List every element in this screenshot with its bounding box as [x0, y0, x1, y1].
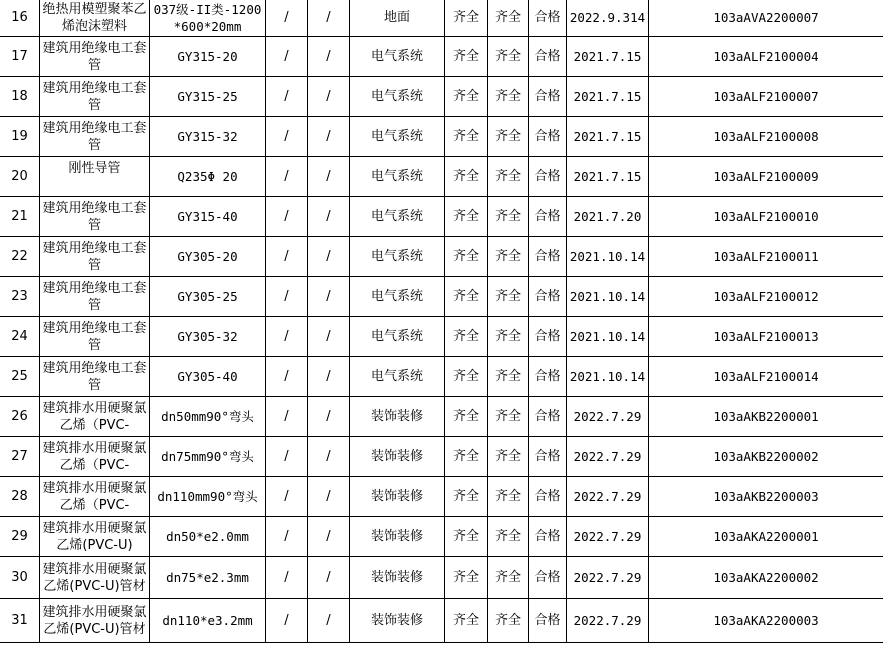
- slash-cell: /: [308, 477, 350, 517]
- slash-cell: /: [266, 397, 308, 437]
- row-number-cell: 19: [0, 117, 40, 157]
- date-cell: 2022.7.29: [567, 477, 649, 517]
- slash-cell: /: [308, 37, 350, 77]
- document-complete-cell: 齐全: [445, 277, 488, 317]
- document-complete-cell: 齐全: [445, 557, 488, 599]
- table-row: [0, 477, 883, 517]
- specification-cell: GY315-32: [150, 117, 266, 157]
- slash-cell: /: [308, 317, 350, 357]
- material-name-text: 建筑用绝缘电工套管: [42, 120, 147, 153]
- material-name-cell: [40, 477, 150, 517]
- slash-cell: /: [308, 397, 350, 437]
- document-complete-cell: 齐全: [445, 157, 488, 197]
- usage-location-cell: 装饰装修: [350, 557, 445, 599]
- table-row: [0, 237, 883, 277]
- specification-cell: dn50*e2.0mm: [150, 517, 266, 557]
- material-name-text: 建筑用绝缘电工套管: [42, 80, 147, 113]
- material-name-text: 建筑排水用硬聚氯乙烯(PVC-U)管材: [42, 604, 147, 637]
- usage-location-cell: 装饰装修: [350, 477, 445, 517]
- row-number-cell: 17: [0, 37, 40, 77]
- usage-location-cell: 装饰装修: [350, 397, 445, 437]
- certificate-complete-cell: 齐全: [488, 557, 529, 599]
- row-number-cell: 26: [0, 397, 40, 437]
- usage-location-cell: 电气系统: [350, 317, 445, 357]
- specification-cell: dn50mm90°弯头: [150, 397, 266, 437]
- slash-cell: /: [266, 37, 308, 77]
- document-complete-cell: 齐全: [445, 197, 488, 237]
- report-code-cell: 103aALF2100004: [649, 37, 883, 77]
- material-name-cell: [40, 237, 150, 277]
- slash-cell: /: [308, 0, 350, 37]
- row-number-cell: 29: [0, 517, 40, 557]
- certificate-complete-cell: 齐全: [488, 197, 529, 237]
- document-complete-cell: 齐全: [445, 237, 488, 277]
- slash-cell: /: [308, 517, 350, 557]
- result-cell: 合格: [529, 237, 567, 277]
- document-complete-cell: 齐全: [445, 77, 488, 117]
- row-number-cell: 20: [0, 157, 40, 197]
- material-name-cell: [40, 557, 150, 599]
- table-row: [0, 397, 883, 437]
- slash-cell: /: [308, 237, 350, 277]
- slash-cell: /: [266, 157, 308, 197]
- material-name-text: 绝热用模塑聚苯乙烯泡沫塑料: [42, 1, 147, 34]
- usage-location-cell: 装饰装修: [350, 437, 445, 477]
- slash-cell: /: [308, 77, 350, 117]
- material-name-text: 建筑排水用硬聚氯乙烯（PVC-: [42, 400, 147, 433]
- specification-cell: Q235Φ 20: [150, 157, 266, 197]
- certificate-complete-cell: 齐全: [488, 517, 529, 557]
- slash-cell: /: [266, 357, 308, 397]
- slash-cell: /: [266, 437, 308, 477]
- usage-location-cell: 电气系统: [350, 37, 445, 77]
- specification-cell: GY315-25: [150, 77, 266, 117]
- certificate-complete-cell: 齐全: [488, 357, 529, 397]
- row-number-cell: 30: [0, 557, 40, 599]
- material-name-cell: [40, 397, 150, 437]
- certificate-complete-cell: 齐全: [488, 397, 529, 437]
- document-complete-cell: 齐全: [445, 477, 488, 517]
- date-cell: 2021.7.15: [567, 77, 649, 117]
- date-cell: 2022.7.29: [567, 397, 649, 437]
- table-row: [0, 599, 883, 643]
- report-code-cell: 103aAVA2200007: [649, 0, 883, 37]
- table-row: [0, 437, 883, 477]
- document-complete-cell: 齐全: [445, 317, 488, 357]
- usage-location-cell: 电气系统: [350, 237, 445, 277]
- material-name-cell: [40, 37, 150, 77]
- material-name-cell: [40, 117, 150, 157]
- material-name-cell: [40, 317, 150, 357]
- material-name-cell: [40, 437, 150, 477]
- result-cell: 合格: [529, 599, 567, 643]
- document-complete-cell: 齐全: [445, 397, 488, 437]
- slash-cell: /: [308, 117, 350, 157]
- result-cell: 合格: [529, 197, 567, 237]
- usage-location-cell: 电气系统: [350, 277, 445, 317]
- table-row: [0, 517, 883, 557]
- material-name-text: 建筑用绝缘电工套管: [42, 280, 147, 313]
- specification-cell: dn110*e3.2mm: [150, 599, 266, 643]
- date-cell: 2021.10.14: [567, 237, 649, 277]
- report-code-cell: 103aAKB2200001: [649, 397, 883, 437]
- specification-cell: GY305-40: [150, 357, 266, 397]
- result-cell: 合格: [529, 517, 567, 557]
- report-code-cell: 103aALF2100009: [649, 157, 883, 197]
- date-cell: 2021.7.15: [567, 157, 649, 197]
- material-name-cell: [40, 157, 150, 197]
- report-code-cell: 103aALF2100011: [649, 237, 883, 277]
- specification-cell: GY305-25: [150, 277, 266, 317]
- report-code-cell: 103aAKA2200001: [649, 517, 883, 557]
- certificate-complete-cell: 齐全: [488, 157, 529, 197]
- slash-cell: /: [266, 0, 308, 37]
- slash-cell: /: [308, 277, 350, 317]
- date-cell: 2022.7.29: [567, 599, 649, 643]
- specification-cell: GY315-20: [150, 37, 266, 77]
- slash-cell: /: [308, 599, 350, 643]
- material-name-cell: [40, 197, 150, 237]
- report-code-cell: 103aALF2100012: [649, 277, 883, 317]
- material-name-text: 建筑用绝缘电工套管: [42, 320, 147, 353]
- row-number-cell: 21: [0, 197, 40, 237]
- date-cell: 2022.7.29: [567, 517, 649, 557]
- result-cell: 合格: [529, 277, 567, 317]
- material-name-cell: [40, 517, 150, 557]
- slash-cell: /: [308, 197, 350, 237]
- date-cell: 2021.10.14: [567, 317, 649, 357]
- row-number-cell: 22: [0, 237, 40, 277]
- certificate-complete-cell: 齐全: [488, 37, 529, 77]
- row-number-cell: 27: [0, 437, 40, 477]
- result-cell: 合格: [529, 117, 567, 157]
- material-name-cell: [40, 0, 150, 37]
- document-complete-cell: 齐全: [445, 37, 488, 77]
- result-cell: 合格: [529, 477, 567, 517]
- certificate-complete-cell: 齐全: [488, 599, 529, 643]
- document-complete-cell: 齐全: [445, 599, 488, 643]
- material-name-text: 建筑用绝缘电工套管: [42, 360, 147, 393]
- slash-cell: /: [266, 77, 308, 117]
- row-number-cell: 28: [0, 477, 40, 517]
- date-cell: 2021.7.20: [567, 197, 649, 237]
- slash-cell: /: [308, 157, 350, 197]
- material-name-cell: [40, 77, 150, 117]
- date-cell: 2021.10.14: [567, 277, 649, 317]
- certificate-complete-cell: 齐全: [488, 0, 529, 37]
- certificate-complete-cell: 齐全: [488, 277, 529, 317]
- row-number-cell: 31: [0, 599, 40, 643]
- table-row: [0, 117, 883, 157]
- date-cell: 2022.7.29: [567, 437, 649, 477]
- slash-cell: /: [308, 557, 350, 599]
- row-number-cell: 16: [0, 0, 40, 37]
- material-name-text: 建筑排水用硬聚氯乙烯（PVC-: [42, 480, 147, 513]
- date-cell: 2021.10.14: [567, 357, 649, 397]
- report-code-cell: 103aAKA2200002: [649, 557, 883, 599]
- slash-cell: /: [266, 517, 308, 557]
- slash-cell: /: [266, 317, 308, 357]
- material-name-text: 刚性导管: [68, 160, 121, 176]
- slash-cell: /: [308, 437, 350, 477]
- table-row: [0, 157, 883, 197]
- date-cell: 2021.7.15: [567, 37, 649, 77]
- document-complete-cell: 齐全: [445, 0, 488, 37]
- certificate-complete-cell: 齐全: [488, 437, 529, 477]
- specification-cell: dn75mm90°弯头: [150, 437, 266, 477]
- report-code-cell: 103aALF2100007: [649, 77, 883, 117]
- specification-cell: GY315-40: [150, 197, 266, 237]
- slash-cell: /: [266, 599, 308, 643]
- result-cell: 合格: [529, 0, 567, 37]
- usage-location-cell: 装饰装修: [350, 599, 445, 643]
- document-complete-cell: 齐全: [445, 357, 488, 397]
- slash-cell: /: [266, 277, 308, 317]
- table-row: [0, 317, 883, 357]
- report-code-cell: 103aAKA2200003: [649, 599, 883, 643]
- result-cell: 合格: [529, 77, 567, 117]
- table-row: [0, 357, 883, 397]
- usage-location-cell: 电气系统: [350, 357, 445, 397]
- table-row: [0, 557, 883, 599]
- certificate-complete-cell: 齐全: [488, 77, 529, 117]
- usage-location-cell: 电气系统: [350, 77, 445, 117]
- report-code-cell: 103aAKB2200002: [649, 437, 883, 477]
- row-number-cell: 23: [0, 277, 40, 317]
- certificate-complete-cell: 齐全: [488, 237, 529, 277]
- report-code-cell: 103aALF2100008: [649, 117, 883, 157]
- material-name-text: 建筑用绝缘电工套管: [42, 40, 147, 73]
- usage-location-cell: 电气系统: [350, 117, 445, 157]
- report-code-cell: 103aALF2100010: [649, 197, 883, 237]
- certificate-complete-cell: 齐全: [488, 477, 529, 517]
- material-name-text: 建筑排水用硬聚氯乙烯（PVC-: [42, 440, 147, 473]
- material-name-cell: [40, 277, 150, 317]
- slash-cell: /: [308, 357, 350, 397]
- table-row: [0, 0, 883, 37]
- specification-cell: GY305-32: [150, 317, 266, 357]
- material-name-text: 建筑用绝缘电工套管: [42, 200, 147, 233]
- slash-cell: /: [266, 477, 308, 517]
- material-name-text: 建筑用绝缘电工套管: [42, 240, 147, 273]
- table-row: [0, 37, 883, 77]
- date-cell: 2022.7.29: [567, 557, 649, 599]
- specification-cell: 037级-II类-1200*600*20mm: [150, 0, 266, 37]
- result-cell: 合格: [529, 557, 567, 599]
- result-cell: 合格: [529, 357, 567, 397]
- date-cell: 2022.9.314: [567, 0, 649, 37]
- material-name-text: 建筑排水用硬聚氯乙烯(PVC-U): [42, 520, 147, 553]
- slash-cell: /: [266, 557, 308, 599]
- result-cell: 合格: [529, 317, 567, 357]
- usage-location-cell: 装饰装修: [350, 517, 445, 557]
- document-complete-cell: 齐全: [445, 117, 488, 157]
- table-row: [0, 77, 883, 117]
- specification-cell: dn75*e2.3mm: [150, 557, 266, 599]
- report-code-cell: 103aAKB2200003: [649, 477, 883, 517]
- document-complete-cell: 齐全: [445, 437, 488, 477]
- slash-cell: /: [266, 197, 308, 237]
- row-number-cell: 24: [0, 317, 40, 357]
- slash-cell: /: [266, 117, 308, 157]
- date-cell: 2021.7.15: [567, 117, 649, 157]
- material-name-text: 建筑排水用硬聚氯乙烯(PVC-U)管材: [42, 561, 147, 594]
- specification-cell: GY305-20: [150, 237, 266, 277]
- result-cell: 合格: [529, 157, 567, 197]
- usage-location-cell: 地面: [350, 0, 445, 37]
- result-cell: 合格: [529, 437, 567, 477]
- report-code-cell: 103aALF2100013: [649, 317, 883, 357]
- table-row: [0, 197, 883, 237]
- slash-cell: /: [266, 237, 308, 277]
- specification-cell: dn110mm90°弯头: [150, 477, 266, 517]
- certificate-complete-cell: 齐全: [488, 117, 529, 157]
- report-code-cell: 103aALF2100014: [649, 357, 883, 397]
- material-name-cell: [40, 357, 150, 397]
- usage-location-cell: 电气系统: [350, 157, 445, 197]
- row-number-cell: 18: [0, 77, 40, 117]
- usage-location-cell: 电气系统: [350, 197, 445, 237]
- document-complete-cell: 齐全: [445, 517, 488, 557]
- material-name-cell: [40, 599, 150, 643]
- result-cell: 合格: [529, 37, 567, 77]
- table-row: [0, 277, 883, 317]
- result-cell: 合格: [529, 397, 567, 437]
- certificate-complete-cell: 齐全: [488, 317, 529, 357]
- row-number-cell: 25: [0, 357, 40, 397]
